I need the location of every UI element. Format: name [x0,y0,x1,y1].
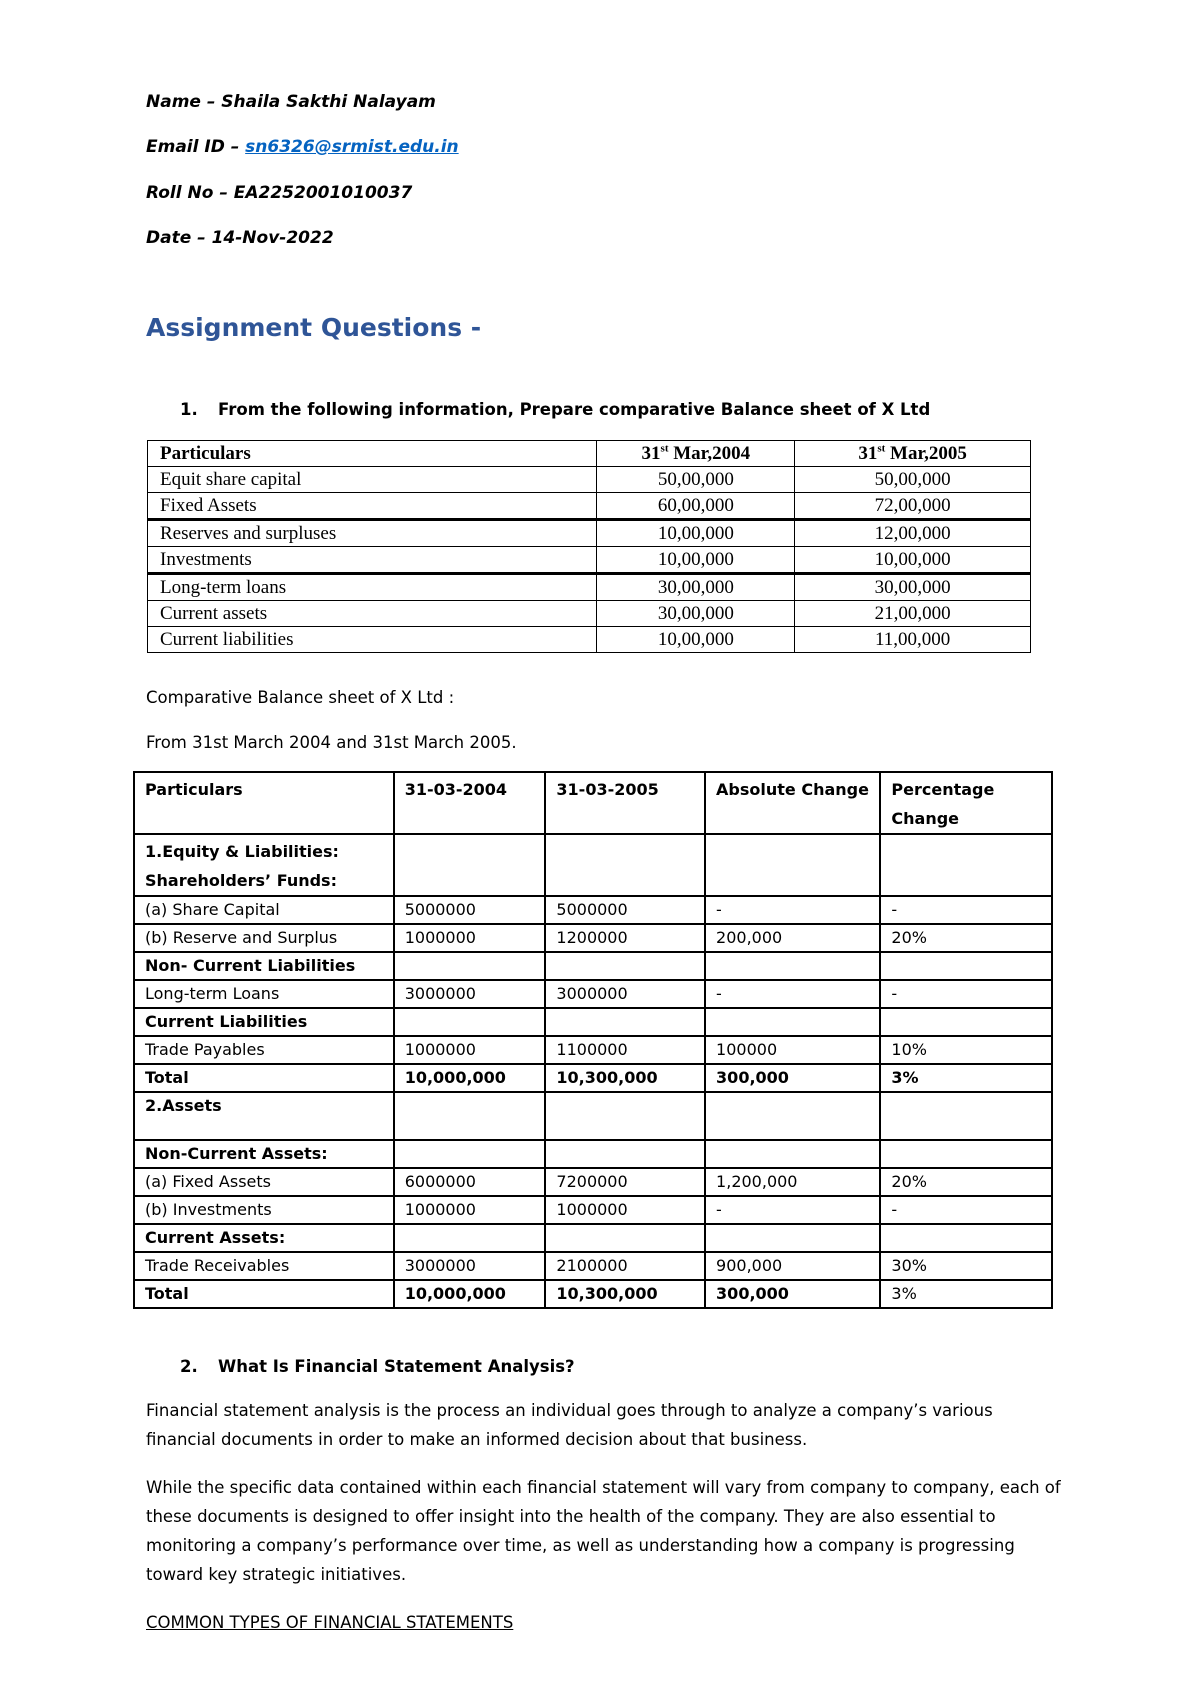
table-row [134,1140,1052,1168]
cell: 30,00,000 [597,574,795,601]
cell [545,834,705,896]
cell: 30,00,000 [597,601,795,627]
cell: Long-term loans [148,574,597,601]
table-row [148,574,1031,601]
cell [394,1092,546,1140]
cell [880,952,1052,980]
cell: Trade Payables [134,1036,394,1064]
cell [545,1140,705,1168]
cell: Trade Receivables [134,1252,394,1280]
table-header-row [148,441,1031,467]
cell: - [705,980,880,1008]
table-row [134,1168,1052,1196]
date-line: Date – 14-Nov-2022 [146,228,334,248]
header-particulars: Particulars [148,441,597,467]
cell: Total [134,1280,394,1308]
cell: 10,000,000 [394,1064,546,1092]
cell [394,1140,546,1168]
cell: 10,00,000 [795,547,1031,574]
cell: Current liabilities [148,627,597,653]
cell: 3000000 [394,1252,546,1280]
table-row [134,952,1052,980]
cell: 50,00,000 [597,467,795,493]
cell: 50,00,000 [795,467,1031,493]
question-data-table [147,440,1031,653]
table-row [134,1036,1052,1064]
cell [394,1224,546,1252]
cell: 20% [880,1168,1052,1196]
header-cell: 31-03-2004 [394,772,546,834]
cell: Reserves and surpluses [148,520,597,547]
roll-number-line: Roll No – EA2252001010037 [146,183,413,203]
cell: 10,300,000 [545,1064,705,1092]
email-label: Email ID – [146,137,246,157]
table-row [134,1280,1052,1308]
cell: 1000000 [545,1196,705,1224]
paragraph-definition: Financial statement analysis is the process an individual goes through to analyze a company’s various financial documents in order to make an informed decision about that business. [146,1401,993,1449]
cell: 10,00,000 [597,520,795,547]
cell: 30,00,000 [795,574,1031,601]
cell [880,1224,1052,1252]
table-row [134,924,1052,952]
cell [705,1224,880,1252]
cell [705,952,880,980]
table-row [134,980,1052,1008]
table-row [134,834,1052,896]
question-1-text: From the following information, Prepare comparative Balance sheet of X Ltd [218,400,931,419]
comparative-balance-sheet-table [133,771,1053,1309]
cell: 300,000 [705,1064,880,1092]
cell [545,1008,705,1036]
cell: 100000 [705,1036,880,1064]
cell: 10,300,000 [545,1280,705,1308]
table-header-row [134,772,1052,834]
cell: (a) Fixed Assets [134,1168,394,1196]
table-row [148,627,1031,653]
cell: - [705,896,880,924]
header-mar-2005: 31st Mar,2005 [795,441,1031,467]
table-row [134,1064,1052,1092]
cell [545,952,705,980]
cell [880,1092,1052,1140]
email-line [146,137,459,157]
cell [394,952,546,980]
cell: 7200000 [545,1168,705,1196]
cell: 3% [880,1064,1052,1092]
cell: 1000000 [394,1196,546,1224]
comparative-caption: Comparative Balance sheet of X Ltd : [146,688,455,707]
question-2-number: 2. [180,1357,198,1376]
comparative-period: From 31st March 2004 and 31st March 2005. [146,733,517,752]
cell: 12,00,000 [795,520,1031,547]
cell: 1.Equity & Liabilities: Shareholders’ Funds: [134,834,394,896]
cell: 60,00,000 [597,493,795,520]
cell: 1100000 [545,1036,705,1064]
table-row [134,1092,1052,1140]
cell: 2100000 [545,1252,705,1280]
cell: Non- Current Liabilities [134,952,394,980]
table-row [134,1196,1052,1224]
table-row [134,896,1052,924]
cell: 10,000,000 [394,1280,546,1308]
cell: 6000000 [394,1168,546,1196]
cell [545,1224,705,1252]
cell: 3% [880,1280,1052,1308]
cell [705,834,880,896]
cell: 300,000 [705,1280,880,1308]
cell [394,834,546,896]
table-row [148,467,1031,493]
cell [705,1140,880,1168]
cell: Investments [148,547,597,574]
cell: 5000000 [394,896,546,924]
cell: 200,000 [705,924,880,952]
cell: Non-Current Assets: [134,1140,394,1168]
cell: (b) Reserve and Surplus [134,924,394,952]
cell [705,1008,880,1036]
cell: Current assets [148,601,597,627]
cell: Current Liabilities [134,1008,394,1036]
cell: 20% [880,924,1052,952]
cell: - [880,896,1052,924]
paragraph-purpose: While the specific data contained within each financial statement will vary from company to company, each of these documents is designed to offer insight into the health of the company. They are also essential to monitoring a company’s performance over time, as well as understanding how a company is progressing toward key strategic initiatives. [146,1478,1061,1584]
cell: 21,00,000 [795,601,1031,627]
table-row [148,520,1031,547]
cell: 2.Assets [134,1092,394,1140]
cell [880,1008,1052,1036]
page-title: Assignment Questions - [146,313,482,342]
cell: 5000000 [545,896,705,924]
cell [394,1008,546,1036]
question-1-number: 1. [180,400,198,419]
cell: Equit share capital [148,467,597,493]
cell: Long-term Loans [134,980,394,1008]
cell: 1200000 [545,924,705,952]
cell: 3000000 [394,980,546,1008]
cell: 1000000 [394,1036,546,1064]
cell: (a) Share Capital [134,896,394,924]
table-row [134,1252,1052,1280]
cell: 1000000 [394,924,546,952]
table-row [148,493,1031,520]
cell [880,834,1052,896]
header-cell: Particulars [134,772,394,834]
cell: 3000000 [545,980,705,1008]
table-row [134,1224,1052,1252]
question-2-text: What Is Financial Statement Analysis? [218,1357,575,1376]
cell: Total [134,1064,394,1092]
cell: 11,00,000 [795,627,1031,653]
header-cell: Absolute Change [705,772,880,834]
cell: 10,00,000 [597,627,795,653]
cell: 900,000 [705,1252,880,1280]
cell: 10,00,000 [597,547,795,574]
cell: 30% [880,1252,1052,1280]
cell: Current Assets: [134,1224,394,1252]
cell [545,1092,705,1140]
cell: - [880,980,1052,1008]
cell [880,1140,1052,1168]
table-row [148,547,1031,574]
table-row [148,601,1031,627]
cell [705,1092,880,1140]
name-line: Name – Shaila Sakthi Nalayam [146,92,436,112]
header-mar-2004: 31st Mar,2004 [597,441,795,467]
cell: 72,00,000 [795,493,1031,520]
cell: 10% [880,1036,1052,1064]
cell: - [880,1196,1052,1224]
table-row [134,1008,1052,1036]
section-heading: COMMON TYPES OF FINANCIAL STATEMENTS [146,1613,514,1632]
email-link[interactable]: sn6326@srmist.edu.in [245,137,459,157]
cell: - [705,1196,880,1224]
cell: Fixed Assets [148,493,597,520]
cell: 1,200,000 [705,1168,880,1196]
cell: (b) Investments [134,1196,394,1224]
header-cell: 31-03-2005 [545,772,705,834]
header-cell: Percentage Change [880,772,1052,834]
